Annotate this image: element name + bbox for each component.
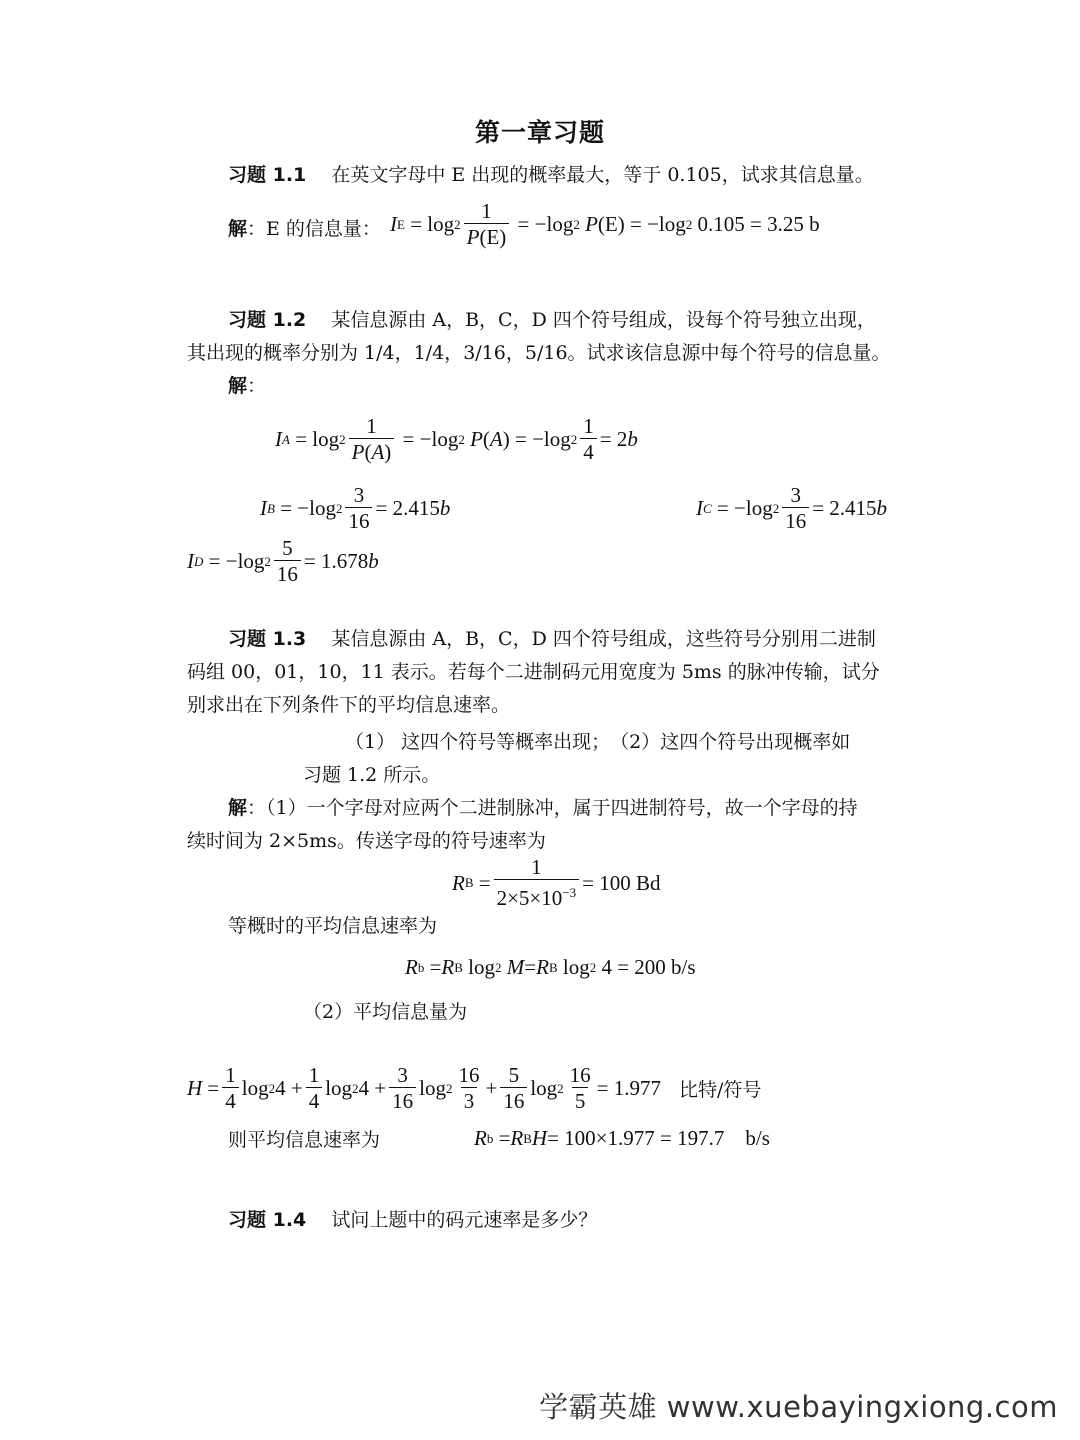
exercise-label: 习题 1.4: [228, 1209, 307, 1231]
formula-ia: I A = log 2 $\frac{1}{P(A)}$ = −log 2 P ( A ) = −log 2 $\frac{1}{4}$ = 2 b: [275, 414, 638, 464]
formula-id: I D = −log 2 $\frac{5}{16}$ = 1.678 b: [187, 536, 379, 586]
exercise-label: 习题 1.2: [228, 309, 307, 331]
solution-label: 解: [228, 797, 248, 819]
solution-text: ：（1）一个字母对应两个二进制脉冲，属于四进制符号，故一个字母的持: [247, 797, 858, 819]
exercise-1-1-question: [228, 160, 874, 187]
watermark-text: 学霸英雄 www.xuebayingxiong.com: [539, 1390, 1058, 1424]
exercise-1-3-question-line1: [228, 623, 876, 656]
exercise-label: 习题 1.1: [228, 164, 307, 186]
question-text: 某信息源由 A，B，C，D 四个符号组成，设每个符号独立出现，: [331, 309, 876, 331]
exercise-1-3-question-line3: 别求出在下列条件下的平均信息速率。: [187, 694, 511, 716]
page-title: 第一章习题: [474, 118, 605, 147]
exercise-label: 习题 1.3: [228, 628, 307, 650]
formula-rb-symbol-rate: R B = $\frac{1}{2\times 5\times 10^{-3}}$ = 100 Bd: [452, 855, 661, 910]
question-text: 在英文字母中 E 出现的概率最大，等于 0.105，试求其信息量。: [331, 164, 874, 186]
exercise-1-3-question-line2: 码组 00，01，10，11 表示。若每个二进制码元用宽度为 5ms 的脉冲传输，试分: [187, 661, 880, 683]
formula-average-info: H = $\frac{1}{4}$ log 2 4 + $\frac{1}{4}$ log 2 4 + $\frac{3}{16}$ log 2 $\frac{16}{3}$ + $\frac{5}{16}$ log 2 $\frac{16}{5}$ = 1.977 比特/符号: [187, 1063, 762, 1113]
solution-label: 解: [228, 375, 248, 397]
formula-final-rate: R b = R B H = 100×1.977 = 197.7 b/s: [474, 1126, 770, 1150]
exercise-1-1-solution-label: [228, 214, 381, 241]
unit-bits-per-symbol: 比特/符号: [679, 1079, 762, 1101]
solution-label: 解: [228, 218, 248, 240]
exercise-1-4-question: [228, 1204, 597, 1237]
exercise-1-3-solution-line2: 续时间为 2×5ms。传送字母的符号速率为: [187, 830, 546, 852]
formula-ic: I C = −log 2 $\frac{3}{16}$ = 2.415 b: [696, 483, 888, 533]
exercise-1-3-solution-line1: [228, 792, 858, 825]
formula-rb-info-rate: R b = R B log 2 M = R B log 2 4 = 200 b/s: [405, 955, 696, 979]
exercise-1-3-condition-line2: 习题 1.2 所示。: [303, 764, 441, 786]
formula-ie: I E = log 2 $\frac{1}{P(E)}$ = −log 2 P (E) = −log 2 0.105 = 3.25 b: [390, 199, 820, 249]
exercise-1-3-condition-line1: （1） 这四个符号等概率出现； （2）这四个符号出现概率如: [345, 731, 851, 753]
solution-text: ：E 的信息量：: [247, 218, 381, 240]
formula-ib: I B = −log 2 $\frac{3}{16}$ = 2.415 b: [260, 483, 451, 533]
exercise-1-2-question-line1: [228, 304, 876, 337]
question-text: 试问上题中的码元速率是多少？: [331, 1209, 598, 1231]
exercise-1-2-question-line2: 其出现的概率分别为 1/4，1/4，3/16，5/16。试求该信息源中每个符号的信息量。: [187, 342, 891, 364]
equal-prob-rate-text: 等概时的平均信息速率为: [228, 915, 438, 937]
part2-text: （2）平均信息量为: [303, 1001, 468, 1023]
exercise-1-2-solution-label: 解：: [228, 375, 267, 397]
then-rate-text: 则平均信息速率为: [228, 1129, 381, 1151]
question-text: 某信息源由 A，B，C，D 四个符号组成，这些符号分别用二进制: [331, 628, 876, 650]
